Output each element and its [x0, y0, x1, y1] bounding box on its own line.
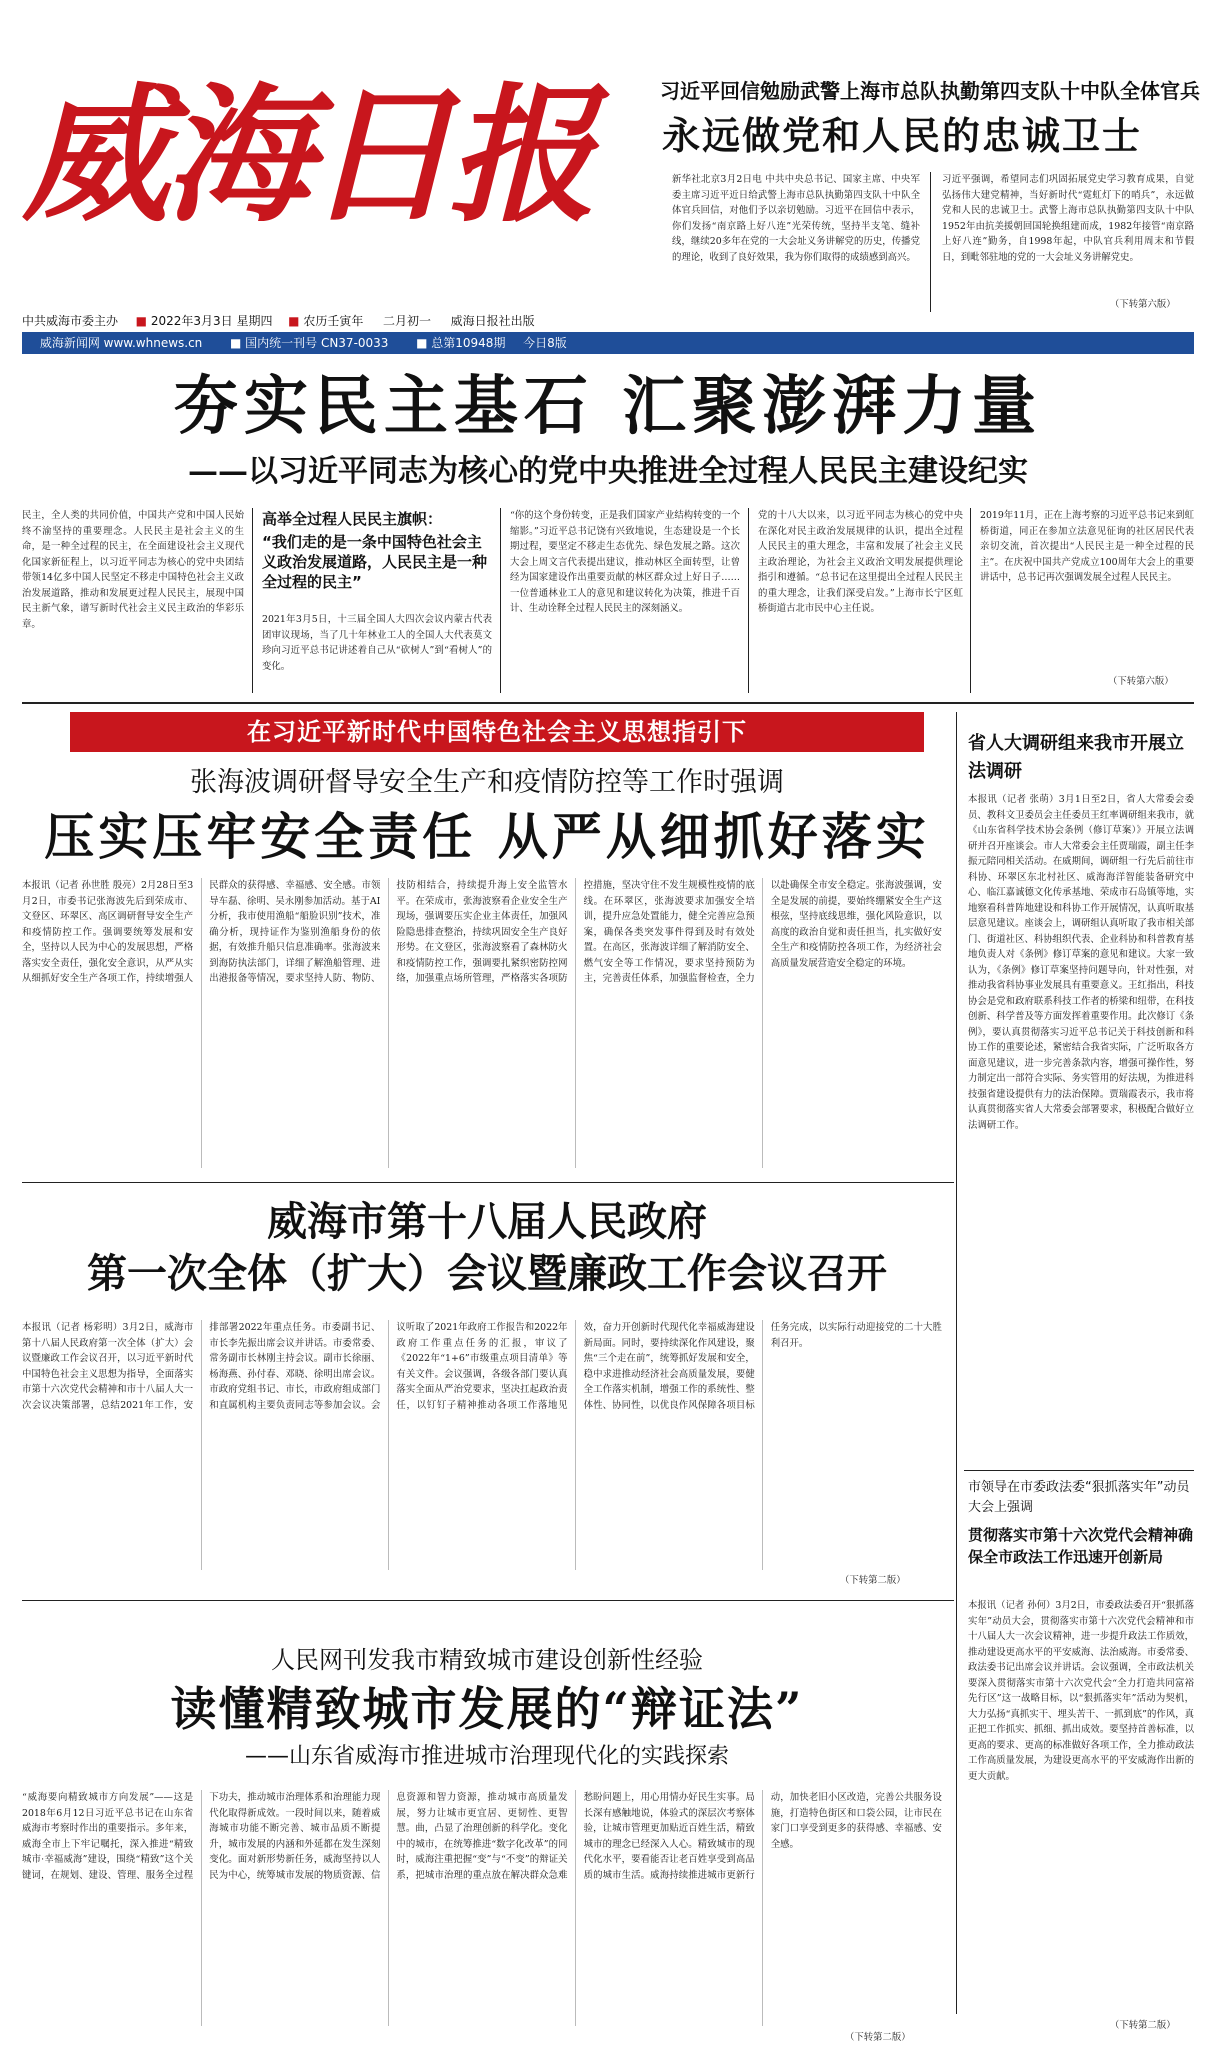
- top-story-kicker: 习近平回信勉励武警上海市总队执勤第四支队十中队全体官兵: [660, 79, 1200, 103]
- publisher: 威海日报社出版: [450, 314, 535, 328]
- city-headline: 读懂精致城市发展的“辩证法”: [170, 1682, 804, 1736]
- masthead-blue-bar: 威海新闻网 www.whnews.cn ■ 国内统一刊号 CN37-0033 ■ 总第10948期 今日8版: [22, 332, 1194, 354]
- gov-headline-line2: 第一次全体（扩大）会议暨廉政工作会议召开: [87, 1250, 887, 1297]
- feature-col4: 党的十八大以来，以习近平同志为核心的党中央在深化对民主政治发展规律的认识，提出全过程人民民主的重大理念，丰富和发展了社会主义民主政治理论，为社会主义政治文明发展提供理论指引和遵循。“总书记在这里提出全过程人民民主的重大理念，让我们深受启发。”上海市长宁区虹桥街道古北市民中心主任说。: [758, 510, 963, 614]
- discipline-body: 本报讯（记者 孙何）3月2日，市委政法委召开“狠抓落实年”动员大会，贯彻落实市第十六次党代会精神和市十八届人大一次会议精神，进一步提升政法工作质效，推动建设更高水平的平安威海、法治威海。市委常委、政法委书记出席会议并讲话。会议强调，全市政法机关要深入贯彻落实市第十六次党代会“全力打造共同富裕先行区”这一战略目标，以“狠抓落实年”活动为契机，大力弘扬“真抓实干、埋头苦干、一抓到底”的作风，真正把工作抓实、抓细、抓出成效。要坚持首善标准，以更高的要求、更高的标准做好各项工作，全力推动政法工作高质量发展，为建设更高水平的平安威海作出新的更大贡献。: [968, 1600, 1194, 1782]
- safety-kicker: 张海波调研督导安全生产和疫情防控等工作时强调: [190, 767, 784, 798]
- city-body: “威海要向精致城市方向发展”——这是2018年6月12日习近平总书记在山东省威海市考察时作出的重要指示。多年来，威海全市上下牢记嘱托，深入推进“精致城市·幸福威海”建设，围绕“精致”这个关键词，在规划、建设、管理、服务全过程下功夫，推动城市治理体系和治理能力现代化取得新成效。一段时间以来，随着威海城市功能不断完善、城市品质不断提升，城市发展的内涵和外延都在发生深刻变化。面对新形势新任务，威海坚持以人民为中心，统筹城市发展的物质资源、信息资源和智力资源，推动城市高质量发展，努力让城市更宜居、更韧性、更智慧。曲，凸显了治理创新的科学化。变化中的城市，在统筹推进“数字化改革”的同时，威海注重把握“变”与“不变”的辩证关系，把城市治理的重点放在解决群众急难愁盼问题上，用心用情办好民生实事。局长深有感触地说，体验式的深层次考察体验，让城市管理更加贴近百姓生活，精致城市的理念已经深入人心。精致城市的现代化水平，要看能否让老百姓享受到高品质的城市生活。威海持续推进城市更新行动，加快老旧小区改造，完善公共服务设施，打造特色街区和口袋公园，让市民在家门口享受到更多的获得感、幸福感、安全感。: [22, 1792, 942, 1881]
- website-link[interactable]: 威海新闻网 www.whnews.cn: [39, 336, 203, 350]
- feature-subheadline: ——以习近平同志为核心的党中央推进全过程人民民主建设纪实: [188, 454, 1028, 489]
- cn-number: 国内统一刊号 CN37-0033: [245, 336, 389, 350]
- feature-box-quote: “我们走的是一条中国特色社会主义政治发展道路，人民民主是一种全过程的民主”: [262, 533, 488, 591]
- feature-col2: 2021年3月5日，十三届全国人大四次会议内蒙古代表团审议现场，当了几十年林业工人的全国人大代表莫文珍向习近平总书记讲述着自己从“砍树人”到“看树人”的变化。: [262, 614, 492, 672]
- weekday: 星期四: [236, 314, 273, 328]
- top-story-col1: 新华社北京3月2日电 中共中央总书记、国家主席、中央军委主席习近平近日给武警上海市总队执勤第四支队十中队全体官兵回信，对他们予以亲切勉励。习近平在回信中表示，你们发扬“南京路上好八连”光荣传统，坚持半支笔、缝补线，继续20多年在党的一大会址义务讲解党的历史，传播党的理论，收到了良好效果，我为你们取得的成绩感到高兴。: [672, 174, 920, 263]
- top-story-continued: （下转第六版）: [1110, 299, 1176, 310]
- section-divider: [22, 1182, 954, 1183]
- discipline-headline: 贯彻落实市第十六次党代会精神确保全市政法工作迅速开创新局: [968, 1526, 1194, 1566]
- safety-headline: 压实压牢安全责任 从严从细抓好落实: [44, 807, 930, 866]
- gov-continued: （下转第二版）: [840, 1575, 906, 1586]
- feature-continued: （下转第六版）: [1108, 676, 1174, 687]
- section-divider: [22, 1600, 954, 1601]
- page-count: 今日8版: [523, 336, 567, 350]
- column-divider: [970, 508, 971, 693]
- masthead-logo: [22, 55, 622, 255]
- masthead-logo-text: 威海日报: [22, 68, 590, 242]
- lunar-day: 二月初一: [383, 314, 432, 328]
- section-divider: [964, 1470, 1194, 1471]
- lunar-year: 农历壬寅年: [303, 314, 364, 328]
- issue-number: 总第10948期: [431, 336, 506, 350]
- gov-body: 本报讯（记者 杨彩明）3月2日，威海市第十八届人民政府第一次全体（扩大）会议暨廉政工作会议召开，以习近平新时代中国特色社会主义思想为指导，全面落实市第十六次党代会精神和市十八届人大一次会议决策部署，总结2021年工作，安排部署2022年重点任务。市委副书记、市长李先振出席会议并讲话。市委常委、常务副市长林刚主持会议。副市长徐丽、杨海燕、孙付春、邓晓、徐明出席会议。市政府党组书记、市长，市政府组成部门和直属机构主要负责同志等参加会议。会议听取了2021年政府工作报告和2022年政府工作重点任务的汇报，审议了《2022年“1+6”市级重点项目清单》等有关文件。会议强调，各级各部门要认真落实全面从严治党要求，坚决扛起政治责任，以钉钉子精神推动各项工作落地见效，奋力开创新时代现代化幸福威海建设新局面。同时，要持续深化作风建设，聚焦“三个走在前”，统筹抓好发展和安全，稳中求进推动经济社会高质量发展，要健全工作落实机制，增强工作的系统性、整体性、协同性，以优良作风保障各项目标任务完成，以实际行动迎接党的二十大胜利召开。: [22, 1322, 942, 1411]
- column-divider: [930, 172, 931, 312]
- gov-headline-line1: 威海市第十八届人民政府: [267, 1198, 707, 1245]
- masthead-info-line: 中共威海市委主办 ■ 2022年3月3日 星期四 ■ 农历壬寅年 二月初一 威海日报社出版: [22, 314, 535, 328]
- feature-col5: 2019年11月，正在上海考察的习近平总书记来到虹桥街道，同正在参加立法意见征询的社区居民代表亲切交流，首次提出“人民民主是一种全过程的民主”。在庆祝中国共产党成立100周年大会上的重要讲话中，总书记再次强调发展全过程人民民主。: [980, 510, 1194, 583]
- column-divider: [500, 508, 501, 693]
- top-story-col2: 习近平强调，希望同志们巩固拓展党史学习教育成果，自觉弘扬伟大建党精神，当好新时代“霓虹灯下的哨兵”，永远做党和人民的忠诚卫士。武警上海市总队执勤第四支队十中队1952年由抗美援朝回国轮换组建而成，1982年接管“南京路上好八连”勤务，自1998年起，中队官兵利用周末和节假日，到毗邻驻地的党的一大会址义务讲解党史。: [942, 174, 1194, 263]
- city-subheadline: ——山东省威海市推进城市治理现代化的实践探索: [244, 1744, 729, 1769]
- city-continued: （下转第二版）: [845, 2032, 911, 2043]
- city-kicker: 人民网刊发我市精致城市建设创新性经验: [271, 1646, 703, 1674]
- npc-body: 本报讯（记者 张萌）3月1日至2日，省人大常委会委员、教科文卫委员会主任委员王红率调研组来我市，就《山东省科学技术协会条例（修订草案）》开展立法调研并召开座谈会。市人大常委会主任贾瑞霞，副主任李振元陪同相关活动。在威期间，调研组一行先后前往市科协、环翠区东北村社区、威海海洋智能装备研究中心、临江嘉诚德文化传承基地、荣成市石岛镇等地，实地察看科普阵地建设和科协工作开展情况，认真听取基层意见建议。座谈会上，调研组认真听取了我市相关部门、街道社区、科协组织代表、企业科协和科普教育基地负责人对《条例》修订草案的意见和建议。大家一致认为，《条例》修订草案坚持问题导向，针对性强，对推动我省科协事业发展具有重要意义。王红指出，科技协会是党和政府联系科技工作者的桥梁和纽带，在科技创新、科学普及等方面发挥着重要作用。此次修订《条例》，要认真贯彻落实习近平总书记关于科技创新和科协工作的重要论述，紧密结合我省实际，广泛听取各方面意见建议，进一步完善条款内容，增强可操作性，努力制定出一部符合实际、务实管用的好法规，为推进科技强省建设提供有力的法治保障。贾瑞霞表示，我市将认真贯彻落实省人大常委会部署要求，积极配合做好立法调研工作。: [968, 794, 1194, 1131]
- issue-date: 2022年3月3日: [150, 314, 233, 328]
- section-divider: [22, 702, 1194, 704]
- npc-headline: 省人大调研组来我市开展立法调研: [968, 733, 1184, 782]
- organizer: 中共威海市委主办: [22, 314, 119, 328]
- section-banner: 在习近平新时代中国特色社会主义思想指引下: [70, 712, 924, 752]
- discipline-kicker: 市领导在市委政法委“狠抓落实年”动员大会上强调: [968, 1480, 1190, 1515]
- safety-body: 本报讯（记者 孙世胜 殷亮）2月28日至3月2日，市委书记张海波先后到荣成市、文登区、环翠区、高区调研督导安全生产和疫情防控工作。强调要统筹发展和安全，坚持以人民为中心的发展思想，严格落实安全责任，强化安全意识，从严从实从细抓好安全生产各项工作，持续增强人民群众的获得感、幸福感、安全感。市领导车磊、徐明、吴永刚参加活动。基于AI分析，我市使用渔船“船脸识别”技术，准确分析，现持证作为鉴别渔船身份的依据，有效推升船只信息准确率。张海波来到海防执法部门，详细了解渔船管理、进出港报备等情况，要求坚持人防、物防、技防相结合，持续提升海上安全监管水平。在荣成市，张海波察看企业安全生产现场，强调要压实企业主体责任，加强风险隐患排查整治，持续巩固安全生产良好形势。在文登区，张海波察看了森林防火和疫情防控工作，强调要扎紧织密防控网络，加强重点场所管理，严格落实各项防控措施，坚决守住不发生规模性疫情的底线。在环翠区，张海波要求加强安全培训，提升应急处置能力，健全完善应急预案，确保各类突发事件得到及时有效处置。在高区，张海波详细了解消防安全、燃气安全等工作情况，要求坚持预防为主，完善责任体系，加强监督检查，全力以赴确保全市安全稳定。张海波强调，安全是发展的前提，要始终绷紧安全生产这根弦，坚持底线思维，强化风险意识，以高度的政治自觉和责任担当，扎实做好安全生产和疫情防控各项工作，为经济社会高质量发展营造安全稳定的环境。: [22, 880, 942, 984]
- discipline-continued: （下转第二版）: [1110, 2020, 1176, 2031]
- column-divider: [748, 508, 749, 693]
- feature-col1: 民主，全人类的共同价值，中国共产党和中国人民始终不渝坚持的重要理念。人民民主是社会主义的生命，是一种全过程的民主，在全面建设社会主义现代化国家新征程上，以习近平同志为核心的党中央团结带领14亿多中国人民坚定不移走中国特色社会主义政治发展道路，推动和发展更过程人民民主，展现中国民主新气象，谱写新时代社会主义民主政治的华彩乐章。: [22, 510, 244, 630]
- column-divider: [252, 508, 253, 693]
- feature-headline: 夯实民主基石 汇聚澎湃力量: [173, 369, 1043, 444]
- top-story-headline: 永远做党和人民的忠诚卫士: [662, 113, 1143, 158]
- feature-box-title: 高举全过程人民民主旗帜：: [262, 510, 443, 528]
- vertical-divider: [956, 712, 957, 2014]
- feature-col3: “你的这个身份转变，正是我们国家产业结构转变的一个缩影。”习近平总书记饶有兴致地说，生态建设是一个长期过程，要坚定不移走生态优先、绿色发展之路。这次大会上周文言代表提出建议，推动林区全面转型，让曾经为国家建设作出重要贡献的林区群众过上好日子……一位普通林业工人的意见和建议转化为决策，推进千百计、生动诠释全过程人民民主的深刻涵义。: [510, 510, 740, 614]
